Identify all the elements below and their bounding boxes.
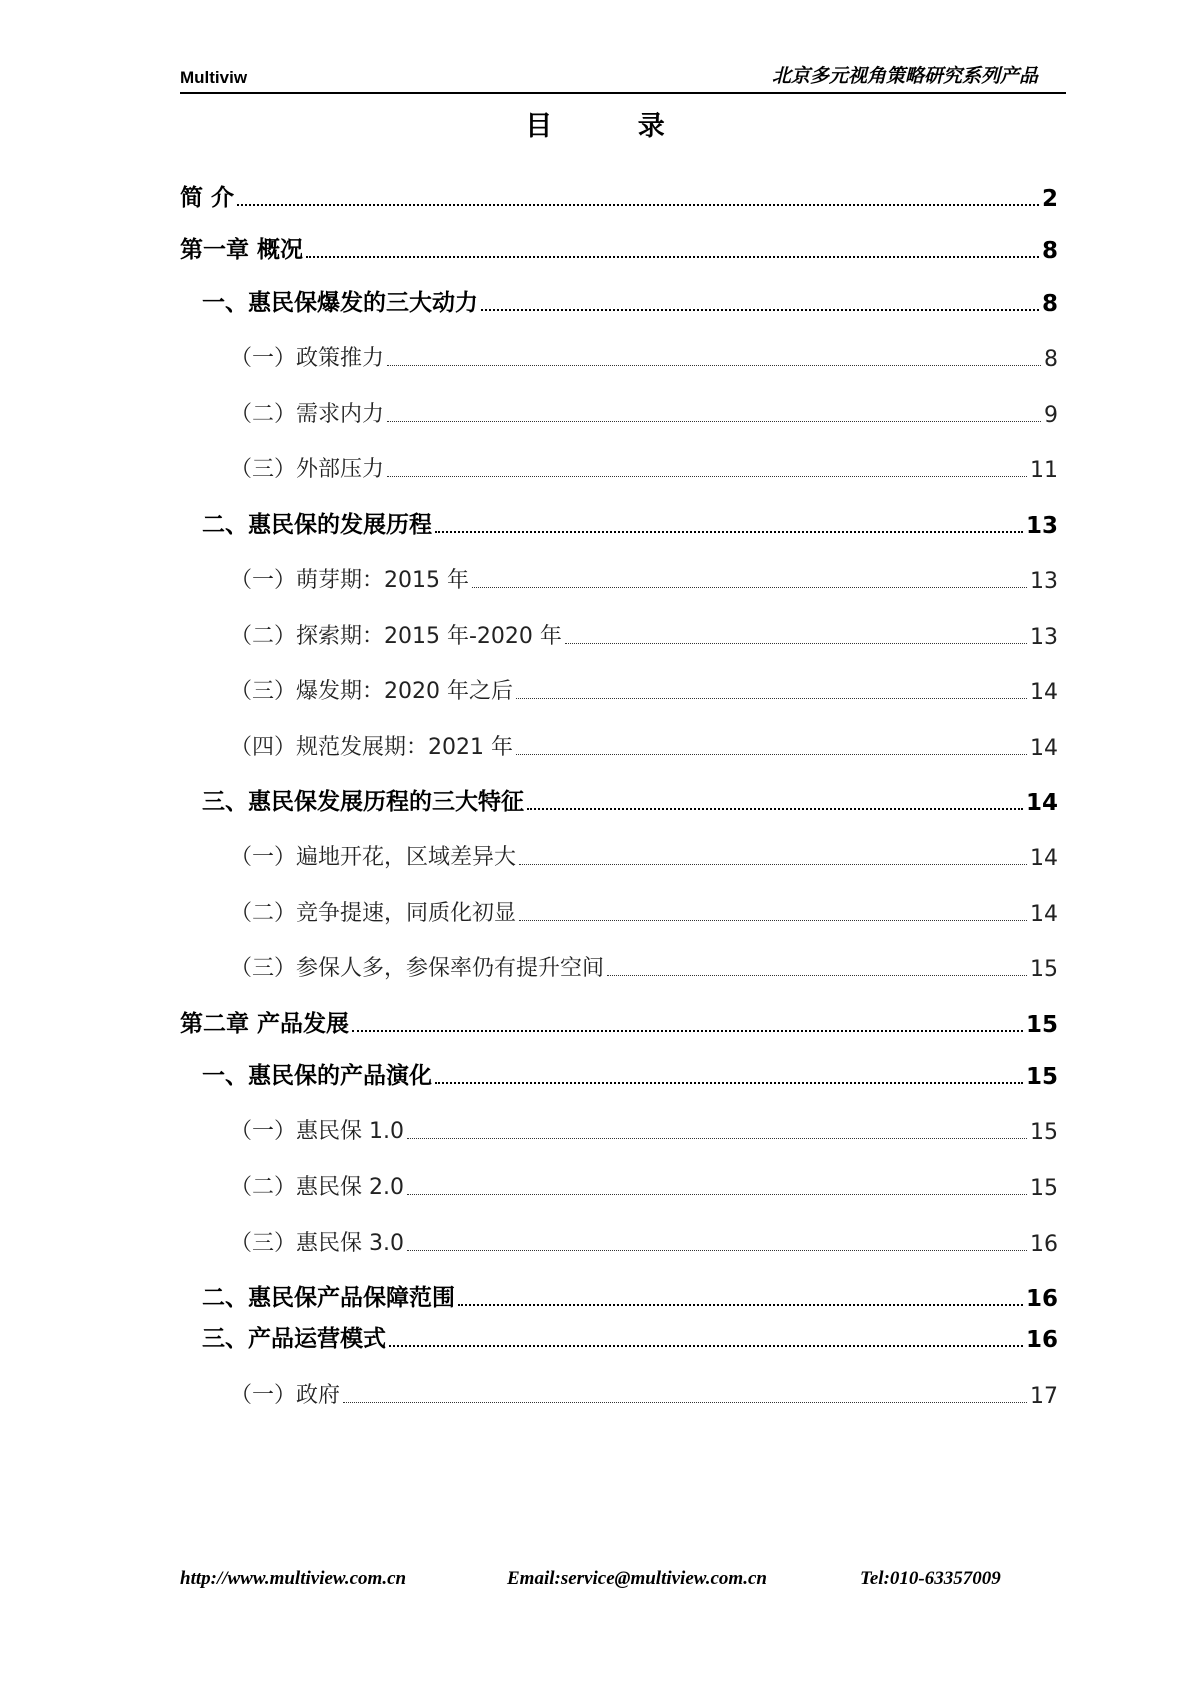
toc-entry[interactable] [180, 178, 1058, 212]
toc-entry-label: （三）惠民保 3.0 [230, 1231, 404, 1256]
toc-entry-page: 14 [1030, 846, 1058, 871]
page-footer [180, 1568, 1040, 1598]
series-title: 北京多元视角策略研究系列产品 [771, 65, 1038, 87]
toc-entry-label: 二、惠民保产品保障范围 [202, 1285, 455, 1311]
toc-entry-label: 三、惠民保发展历程的三大特征 [202, 789, 524, 815]
toc-title: 目 录 [525, 111, 703, 142]
dot-leader [407, 1194, 1027, 1195]
toc-entry-label: 一、惠民保的产品演化 [202, 1063, 432, 1089]
footer-website[interactable]: http://www.multiview.com.cn [180, 1568, 407, 1589]
toc-entry-label: （一）遍地开花，区域差异大 [230, 845, 517, 870]
dot-leader [519, 920, 1027, 921]
toc-entry[interactable] [180, 1375, 1058, 1409]
toc-entry-page: 13 [1030, 625, 1058, 650]
dot-leader [565, 643, 1027, 644]
toc-entry[interactable] [180, 727, 1058, 761]
toc-entry-page: 2 [1041, 186, 1058, 212]
dot-leader [343, 1402, 1027, 1403]
dot-leader [527, 808, 1023, 810]
toc-entry[interactable] [180, 1319, 1058, 1353]
toc-entry-page: 17 [1030, 1384, 1058, 1409]
toc-entry-label: （二）竞争提速，同质化初显 [230, 901, 517, 926]
dot-leader [435, 1082, 1023, 1084]
toc-entry[interactable] [180, 893, 1058, 927]
toc-entry[interactable] [180, 948, 1058, 982]
toc-entry-label: （三）爆发期：2020 年之后 [230, 679, 513, 704]
toc-entry-page: 13 [1025, 513, 1058, 539]
toc-entry-page: 14 [1030, 736, 1058, 761]
dot-leader [607, 975, 1027, 976]
toc-entry-page: 13 [1030, 569, 1058, 594]
dot-leader [387, 476, 1027, 477]
toc-entry[interactable] [180, 283, 1058, 317]
toc-entry-label: （三）参保人多，参保率仍有提升空间 [230, 956, 605, 981]
dot-leader [481, 309, 1039, 311]
toc-entry[interactable] [180, 449, 1058, 483]
toc-entry[interactable] [180, 338, 1058, 372]
toc-entry-page: 8 [1044, 347, 1058, 372]
toc-entry-label: （三）外部压力 [230, 457, 385, 482]
dot-leader [458, 1304, 1023, 1306]
toc-entry-label: （一）政策推力 [230, 346, 385, 371]
toc-entry-label: 简 介 [180, 185, 235, 211]
footer-tel: Tel:010-63357009 [860, 1568, 1001, 1589]
toc-entry[interactable] [180, 560, 1058, 594]
toc-entry-page: 8 [1041, 291, 1058, 317]
toc-entry-label: （四）规范发展期：2021 年 [230, 735, 513, 760]
toc-entry[interactable] [180, 837, 1058, 871]
dot-leader [387, 365, 1041, 366]
toc-entry-label: （一）惠民保 1.0 [230, 1119, 404, 1144]
toc-entry[interactable] [180, 1056, 1058, 1090]
toc-entry-page: 15 [1030, 1176, 1058, 1201]
toc-entry[interactable] [180, 505, 1058, 539]
toc-entry[interactable] [180, 1278, 1058, 1312]
toc-entry-label: （二）惠民保 2.0 [230, 1175, 404, 1200]
toc-entry[interactable] [180, 671, 1058, 705]
toc-entry-page: 8 [1041, 238, 1058, 264]
toc-entry-page: 14 [1030, 680, 1058, 705]
toc-entry[interactable] [180, 1111, 1058, 1145]
dot-leader [407, 1250, 1027, 1251]
toc-entry[interactable] [180, 616, 1058, 650]
toc-entry-label: （二）需求内力 [230, 402, 385, 427]
dot-leader [306, 256, 1039, 258]
toc-entry-label: 第二章 产品发展 [180, 1011, 350, 1037]
page-header [180, 60, 1066, 94]
toc-entry-label: （二）探索期：2015 年-2020 年 [230, 624, 562, 649]
footer-email[interactable]: Email:service@multiview.com.cn [507, 1568, 767, 1589]
dot-leader [237, 204, 1039, 206]
toc-entry-page: 15 [1030, 1120, 1058, 1145]
toc-entry-label: （一）萌芽期：2015 年 [230, 568, 469, 593]
toc-entry-label: 三、产品运营模式 [202, 1326, 386, 1352]
toc-entry-page: 14 [1030, 902, 1058, 927]
dot-leader [407, 1138, 1027, 1139]
brand-name: Multiviw [180, 68, 248, 87]
toc-entry-page: 15 [1030, 957, 1058, 982]
dot-leader [519, 864, 1027, 865]
toc-entry-page: 14 [1025, 790, 1058, 816]
toc-entry[interactable] [180, 782, 1058, 816]
toc-entry-label: 二、惠民保的发展历程 [202, 512, 432, 538]
dot-leader [389, 1345, 1023, 1347]
dot-leader [387, 421, 1041, 422]
toc-entry-label: 一、惠民保爆发的三大动力 [202, 290, 478, 316]
toc-entry-page: 9 [1044, 403, 1058, 428]
toc-entry-page: 16 [1025, 1327, 1058, 1353]
dot-leader [352, 1030, 1023, 1032]
toc-entry-page: 15 [1025, 1012, 1058, 1038]
toc-entry[interactable] [180, 230, 1058, 264]
toc-entry[interactable] [180, 394, 1058, 428]
toc-entry-label: 第一章 概况 [180, 237, 304, 263]
dot-leader [516, 698, 1027, 699]
toc-entry-page: 15 [1025, 1064, 1058, 1090]
toc-entry[interactable] [180, 1223, 1058, 1257]
toc-entry-page: 16 [1030, 1232, 1058, 1257]
toc-entry-label: （一）政府 [230, 1383, 341, 1408]
dot-leader [472, 587, 1027, 588]
toc-entry[interactable] [180, 1167, 1058, 1201]
toc-entry-page: 11 [1030, 458, 1058, 483]
toc-entry-page: 16 [1025, 1286, 1058, 1312]
dot-leader [435, 531, 1023, 533]
dot-leader [516, 754, 1027, 755]
toc-entry[interactable] [180, 1004, 1058, 1038]
